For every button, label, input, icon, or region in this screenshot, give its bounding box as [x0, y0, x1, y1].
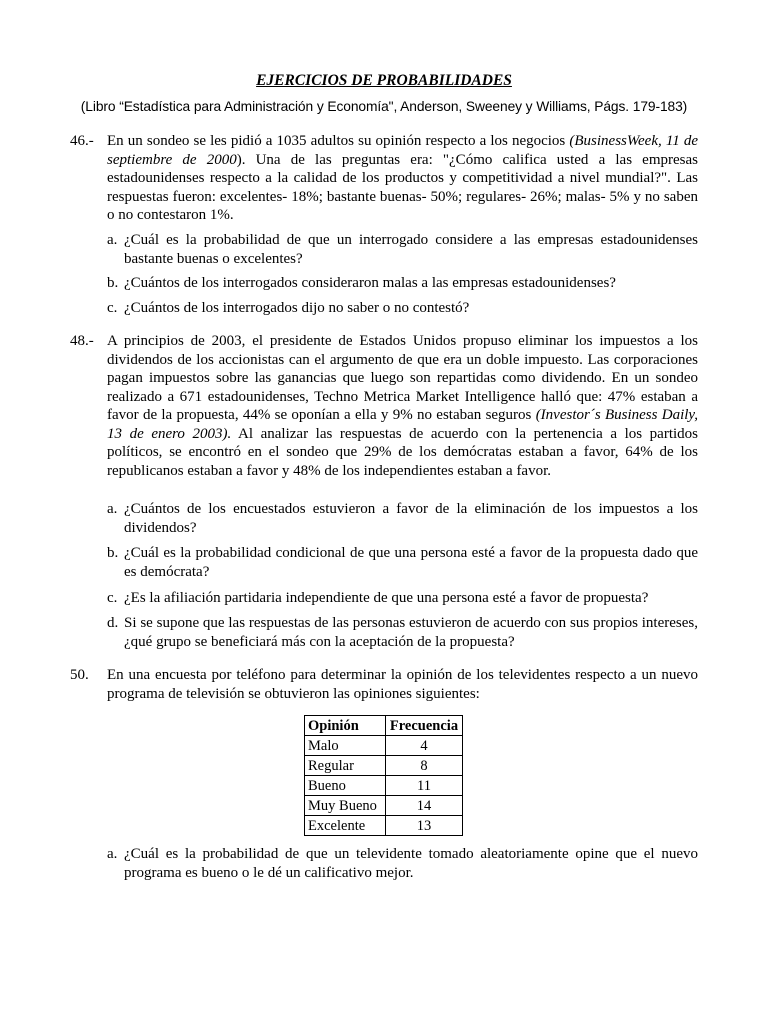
- problem-text: En una encuesta por teléfono para determinar la opinión de los televidentes respecto a un nuevo programa de televisión se obtuvieron las opiniones siguientes:: [107, 667, 698, 702]
- page-subtitle: (Libro “Estadística para Administración y Economía", Anderson, Sweeney y Williams, Págs. 179-183): [80, 99, 688, 114]
- opinion-cell: Muy Bueno: [305, 796, 386, 816]
- problem-number: 48.-: [70, 333, 94, 349]
- problem-text: A principios de 2003, el presidente de Estados Unidos propuso eliminar los impuestos a los dividendos de los accionistas can el argumento de que era un doble impuesto. Las corporaciones pagan impuestos sobre las ganancias que luego son repartidas como dividendo. En un sondeo realizado a 671 estadounidenses, Techno Metrica Market Intelligence halló que: 47% estaban a favor de la propuesta, 44% se oponían a ella y 9% no estaban seguros (Investor´s Business Daily, 13 de enero 2003). Al analizar las respuestas de acuerdo con la pertenencia a los partidos políticos, se encontró en el sondeo que 29% de los demócratas estaban a favor, 64% de los republicanos estaban a favor y 48% de los independientes estaban a favor.: [107, 333, 698, 479]
- column-header-opinion: Opinión: [305, 716, 386, 736]
- opinion-cell: Excelente: [305, 816, 386, 836]
- problem-48-item-a: a. ¿Cuántos de los encuestados estuvieron a favor de la eliminación de los impuestos a los dividendos?: [107, 501, 698, 536]
- problem-number: 50.: [70, 667, 89, 683]
- problem-number: 46.-: [70, 133, 94, 149]
- table-row: [305, 796, 463, 816]
- table-row: [305, 816, 463, 836]
- citation: (Investor´s Business Daily, 13 de enero 2003).: [107, 407, 698, 442]
- problem-46: [70, 132, 698, 225]
- problem-text: En un sondeo se les pidió a 1035 adultos su opinión respecto a los negocios (BusinessWeek, 11 de septiembre de 2000). Una de las preguntas era: "¿Cómo califica usted a las empresas estadounidenses respecto a la calidad de los productos y competitividad a nivel mundial?". Las respuestas fueron: excelentes- 18%; bastante buenas- 50%; regulares- 26%; malas- 5% y no saben o no contestaron 1%.: [107, 133, 698, 223]
- table-row: [305, 736, 463, 756]
- frequency-cell: 4: [386, 736, 463, 756]
- frequency-cell: 8: [386, 756, 463, 776]
- problem-46-item-a: a. ¿Cuál es la probabilidad de que un interrogado considere a las empresas estadounidenses bastante buenas o excelentes?: [107, 232, 698, 267]
- problem-48-item-c: c. ¿Es la afiliación partidaria independiente de que una persona esté a favor de propuesta?: [107, 590, 649, 606]
- problem-50-item-a: a. ¿Cuál es la probabilidad de que un televidente tomado aleatoriamente opine que el nuevo programa es bueno o le dé un calificativo mejor.: [107, 846, 698, 881]
- problem-46-item-b: b. ¿Cuántos de los interrogados consideraron malas a las empresas estadounidenses?: [107, 275, 616, 291]
- problem-46-item-c: c. ¿Cuántos de los interrogados dijo no saber o no contestó?: [107, 300, 470, 316]
- citation: (BusinessWeek, 11 de septiembre de 2000: [107, 133, 698, 168]
- frequency-cell: 14: [386, 796, 463, 816]
- table-row: [305, 776, 463, 796]
- frequency-cell: 11: [386, 776, 463, 796]
- table-row: [305, 756, 463, 776]
- problem-48: [70, 332, 698, 480]
- problem-48-item-d: d. Si se supone que las respuestas de las personas estuvieron de acuerdo con sus propios intereses, ¿qué grupo se beneficiará más con la aceptación de la propuesta?: [107, 615, 698, 650]
- table-header-row: [305, 716, 463, 736]
- page-title: EJERCICIOS DE PROBABILIDADES: [256, 72, 512, 89]
- problem-50: [70, 666, 698, 703]
- frequency-cell: 13: [386, 816, 463, 836]
- frequency-table: [304, 715, 463, 836]
- problem-48-item-b: b. ¿Cuál es la probabilidad condicional de que una persona esté a favor de la propuesta dado que es demócrata?: [107, 545, 698, 580]
- opinion-cell: Regular: [305, 756, 386, 776]
- opinion-cell: Bueno: [305, 776, 386, 796]
- column-header-frequency: Frecuencia: [386, 716, 463, 736]
- opinion-cell: Malo: [305, 736, 386, 756]
